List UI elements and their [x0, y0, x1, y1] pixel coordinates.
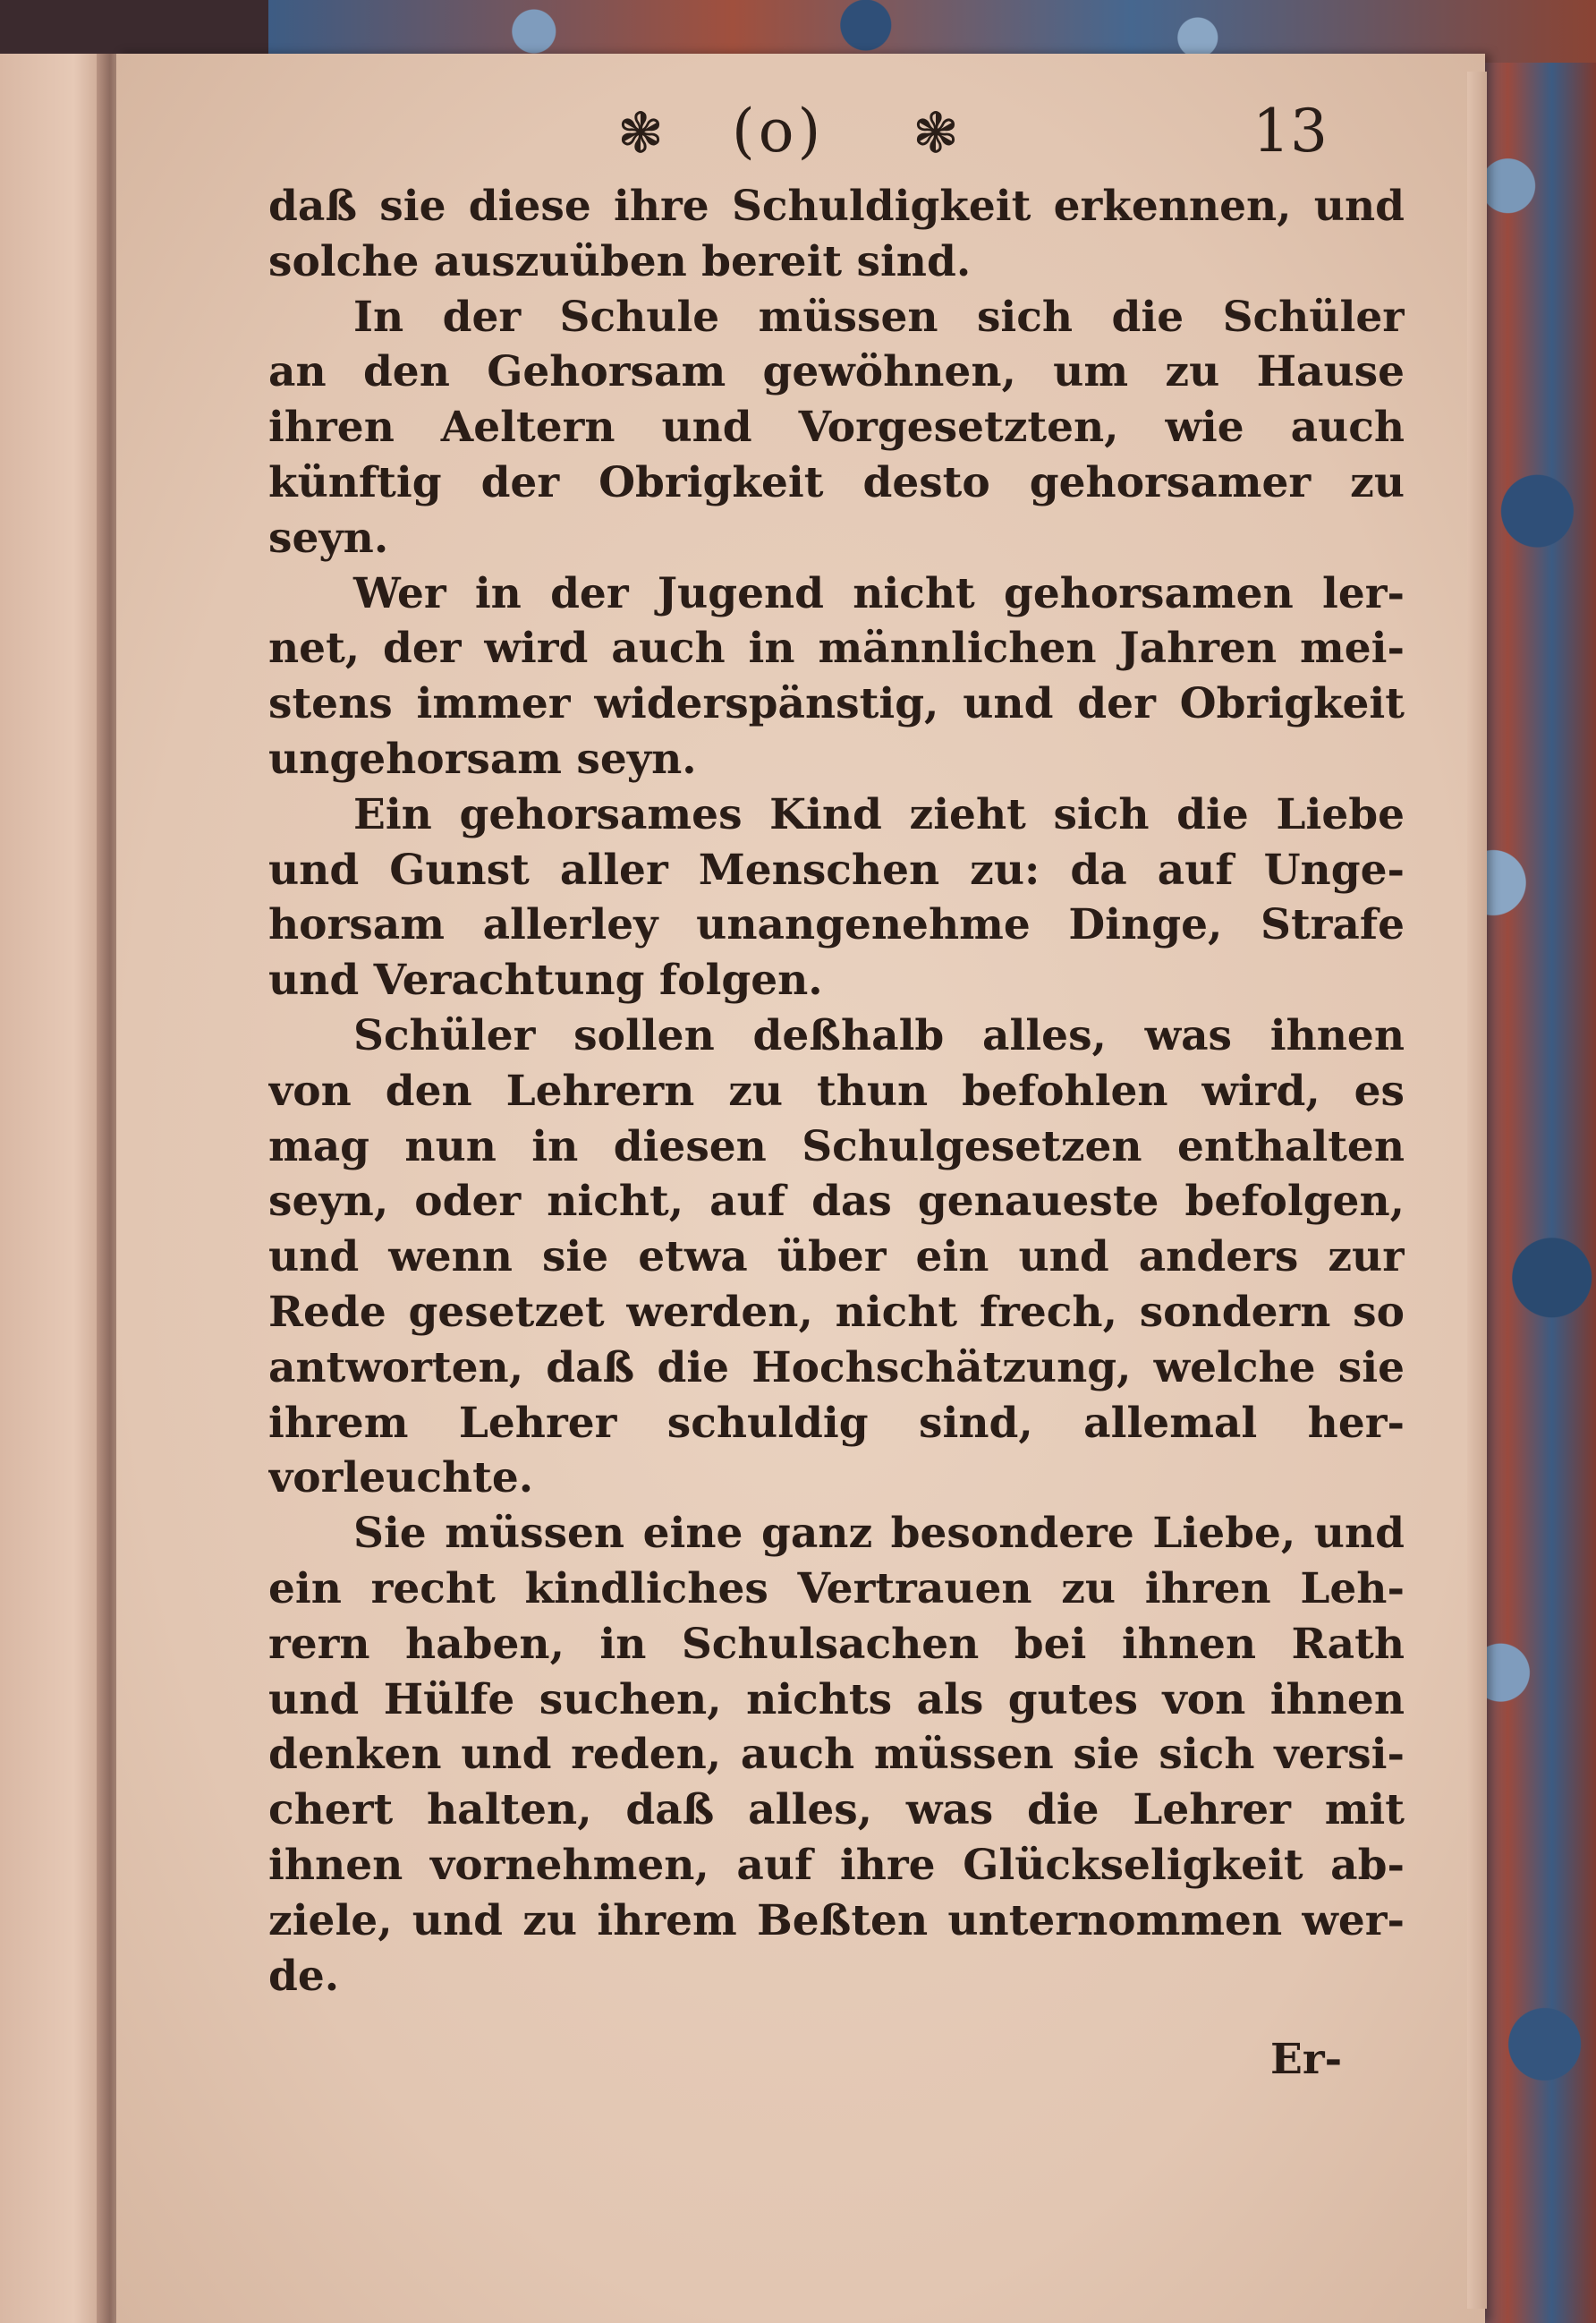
text-line: ihrem Lehrer schuldig sind, allemal her-	[268, 1398, 1405, 1448]
text-line: und Hülfe suchen, nichts als gutes von ihnen	[268, 1674, 1405, 1724]
paragraph	[268, 787, 1405, 1008]
text-line: solche auszuüben bereit sind.	[268, 236, 972, 286]
text-line: von den Lehrern zu thun befohlen wird, es	[268, 1066, 1405, 1116]
signature-mark: (o)	[732, 97, 825, 166]
text-line: ihnen vornehmen, auf ihre Glückseligkeit ab-	[268, 1840, 1405, 1890]
paragraph	[268, 566, 1405, 787]
page-header	[116, 97, 1485, 177]
text-line: Sie müssen eine ganz besondere Liebe, und	[353, 1509, 1405, 1559]
page-number: 13	[1252, 97, 1328, 166]
text-line: chert halten, daß alles, was die Lehrer mit	[268, 1785, 1405, 1835]
text-line: ein recht kindliches Vertrauen zu ihren Leh-	[268, 1563, 1405, 1613]
text-line: ungehorsam seyn.	[268, 734, 697, 784]
text-line: ziele, und zu ihrem Beßten unternommen wer-	[268, 1895, 1405, 1945]
text-line: seyn, oder nicht, auf das genaueste befolgen,	[268, 1177, 1405, 1227]
text-line: In der Schule müssen sich die Schüler	[353, 292, 1405, 342]
paragraph	[268, 179, 1405, 290]
text-line: stens immer widerspänstig, und der Obrigkeit	[268, 679, 1405, 729]
text-line: seyn.	[268, 513, 389, 563]
text-line: Wer in der Jugend nicht gehorsamen ler-	[353, 568, 1405, 618]
text-line: de.	[268, 1951, 340, 2001]
catchword: Er-	[1270, 2035, 1343, 2084]
text-line: und wenn sie etwa über ein und anders zur	[268, 1232, 1405, 1282]
text-line: daß sie diese ihre Schuldigkeit erkennen, und	[268, 182, 1405, 231]
text-line: antworten, daß die Hochschätzung, welche sie	[268, 1342, 1405, 1392]
text-line: und Gunst aller Menschen zu: da auf Unge-	[268, 845, 1405, 895]
text-line: Schüler sollen deßhalb alles, was ihnen	[353, 1010, 1405, 1060]
text-line: net, der wird auch in männlichen Jahren mei-	[268, 624, 1405, 674]
text-line: Rede gesetzet werden, nicht frech, sondern so	[268, 1287, 1405, 1337]
text-line: rern haben, in Schulsachen bei ihnen Rath	[268, 1619, 1405, 1669]
text-line: an den Gehorsam gewöhnen, um zu Hause	[268, 347, 1405, 397]
text-line: denken und reden, auch müssen sie sich versi-	[268, 1730, 1405, 1780]
ornament-right-icon: ❃	[913, 100, 959, 166]
paragraph	[268, 290, 1405, 566]
facing-page	[0, 54, 106, 2323]
text-line: ihren Aeltern und Vorgesetzten, wie auch	[268, 403, 1405, 453]
text-line: horsam allerley unangenehme Dinge, Strafe	[268, 900, 1405, 950]
body-text	[268, 179, 1405, 2004]
text-line: Ein gehorsames Kind zieht sich die Liebe	[353, 789, 1405, 839]
text-line: vorleuchte.	[268, 1453, 534, 1503]
paragraph	[268, 1008, 1405, 1506]
page-edge	[1467, 72, 1487, 2309]
paragraph	[268, 1506, 1405, 2004]
text-line: und Verachtung folgen.	[268, 956, 823, 1006]
text-line: künftig der Obrigkeit desto gehorsamer zu	[268, 457, 1405, 507]
text-line: mag nun in diesen Schulgesetzen enthalten	[268, 1121, 1405, 1171]
ornament-left-icon: ❃	[617, 100, 664, 166]
